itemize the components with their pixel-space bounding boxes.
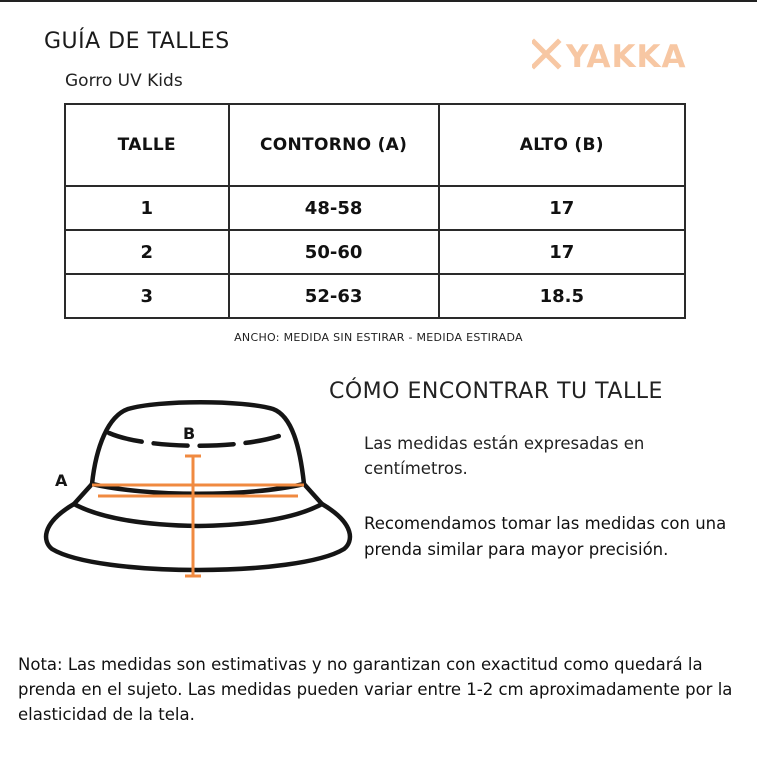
cell-talle: 3 <box>65 274 229 318</box>
section-title-how-to: CÓMO ENCONTRAR TU TALLE <box>329 379 663 404</box>
hat-diagram <box>38 392 358 592</box>
column-header-talle: TALLE <box>65 104 229 186</box>
table-row <box>65 186 685 230</box>
cell-alto: 17 <box>439 230 685 274</box>
page-title: GUÍA DE TALLES <box>44 29 230 54</box>
cell-alto: 17 <box>439 186 685 230</box>
column-header-contorno: CONTORNO (A) <box>229 104 439 186</box>
cell-talle: 2 <box>65 230 229 274</box>
brand-logo <box>532 36 722 72</box>
cell-talle: 1 <box>65 186 229 230</box>
column-header-alto: ALTO (B) <box>439 104 685 186</box>
how-to-paragraph-units: Las medidas están expresadas en centímetros. <box>364 434 645 478</box>
size-table <box>64 103 686 319</box>
table-header-row <box>65 104 685 186</box>
footer-note: Nota: Las medidas son estimativas y no garantizan con exactitud como quedará la prenda en el sujeto. Las medidas pueden variar entre 1-2 cm aproximadamente por la elasticidad de la tela. <box>18 655 733 724</box>
ancho-note: ANCHO: MEDIDA SIN ESTIRAR - MEDIDA ESTIRADA <box>234 331 523 344</box>
brand-logo-mark <box>534 42 558 66</box>
product-subtitle: Gorro UV Kids <box>65 71 183 91</box>
cell-contorno: 48-58 <box>229 186 439 230</box>
table-row <box>65 274 685 318</box>
cell-contorno: 52-63 <box>229 274 439 318</box>
cell-contorno: 50-60 <box>229 230 439 274</box>
label-b: B <box>183 424 196 443</box>
how-to-paragraph-recommendation: Recomendamos tomar las medidas con una prenda similar para mayor precisión. <box>364 514 727 559</box>
label-a: A <box>55 471 68 490</box>
table-row <box>65 230 685 274</box>
cell-alto: 18.5 <box>439 274 685 318</box>
top-divider <box>0 0 757 2</box>
brand-logo-text: YAKKA <box>566 39 687 72</box>
measure-guides <box>92 456 304 576</box>
